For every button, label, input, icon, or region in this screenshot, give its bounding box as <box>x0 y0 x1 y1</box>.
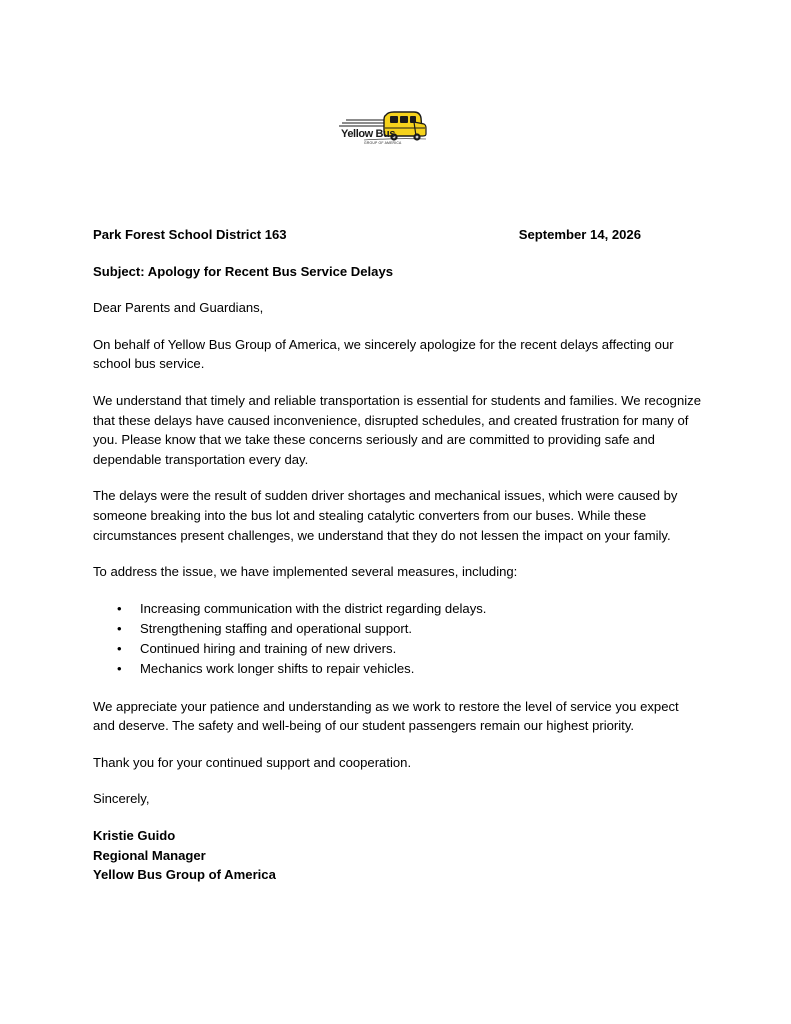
list-item <box>93 619 703 639</box>
list-item-text: Continued hiring and training of new drivers. <box>140 641 397 657</box>
paragraph: We understand that timely and reliable transportation is essential for students and families. We recognize that these delays have caused inconvenience, disrupted schedules, and created frustration for many of you. Please know that we take these concerns seriously and are committed to providing safe and dependable transportation every day. <box>93 392 701 467</box>
signer-name: Kristie Guido <box>93 827 176 843</box>
measures-list <box>93 599 703 680</box>
yellow-bus-logo <box>336 108 428 150</box>
signature-block <box>93 826 703 885</box>
list-item <box>93 639 703 659</box>
paragraph: We appreciate your patience and understanding as we work to restore the level of service you expect and deserve. The safety and well-being of our student passengers remain our highest priority. <box>93 698 679 734</box>
list-item-text: Strengthening staffing and operational support. <box>140 620 413 636</box>
recipient: Park Forest School District 163 <box>93 227 287 242</box>
bullet-icon: • <box>117 600 122 616</box>
paragraph: To address the issue, we have implemented several measures, including: <box>93 564 518 580</box>
paragraph: Thank you for your continued support and cooperation. <box>93 754 412 770</box>
list-item-text: Mechanics work longer shifts to repair vehicles. <box>140 661 415 677</box>
subject-line: Subject: Apology for Recent Bus Service Delays <box>93 263 394 279</box>
salutation: Dear Parents and Guardians, <box>93 300 264 316</box>
paragraph: On behalf of Yellow Bus Group of America, we sincerely apologize for the recent delays affecting our school bus service. <box>93 336 674 372</box>
logo-wordmark: Yellow Bus <box>341 128 396 140</box>
list-item-text: Increasing communication with the district regarding delays. <box>140 600 487 616</box>
signer-company: Yellow Bus Group of America <box>93 867 276 883</box>
letter-header <box>93 225 703 245</box>
bullet-icon: • <box>117 661 122 677</box>
signer-title: Regional Manager <box>93 847 206 863</box>
bullet-icon: • <box>117 620 122 636</box>
bullet-icon: • <box>117 641 122 657</box>
letter-date: September 14, 2026 <box>518 227 641 242</box>
list-item <box>93 659 703 679</box>
paragraph: The delays were the result of sudden driver shortages and mechanical issues, which were caused by someone breaking into the bus lot and stealing catalytic converters from our buses. While these circumstances present challenges, we understand that they do not lessen the impact on your family. <box>93 488 678 543</box>
list-item <box>93 599 703 619</box>
logo-tagline: GROUP OF AMERICA <box>364 141 402 145</box>
closing: Sincerely, <box>93 791 150 807</box>
letter-body <box>93 225 703 885</box>
